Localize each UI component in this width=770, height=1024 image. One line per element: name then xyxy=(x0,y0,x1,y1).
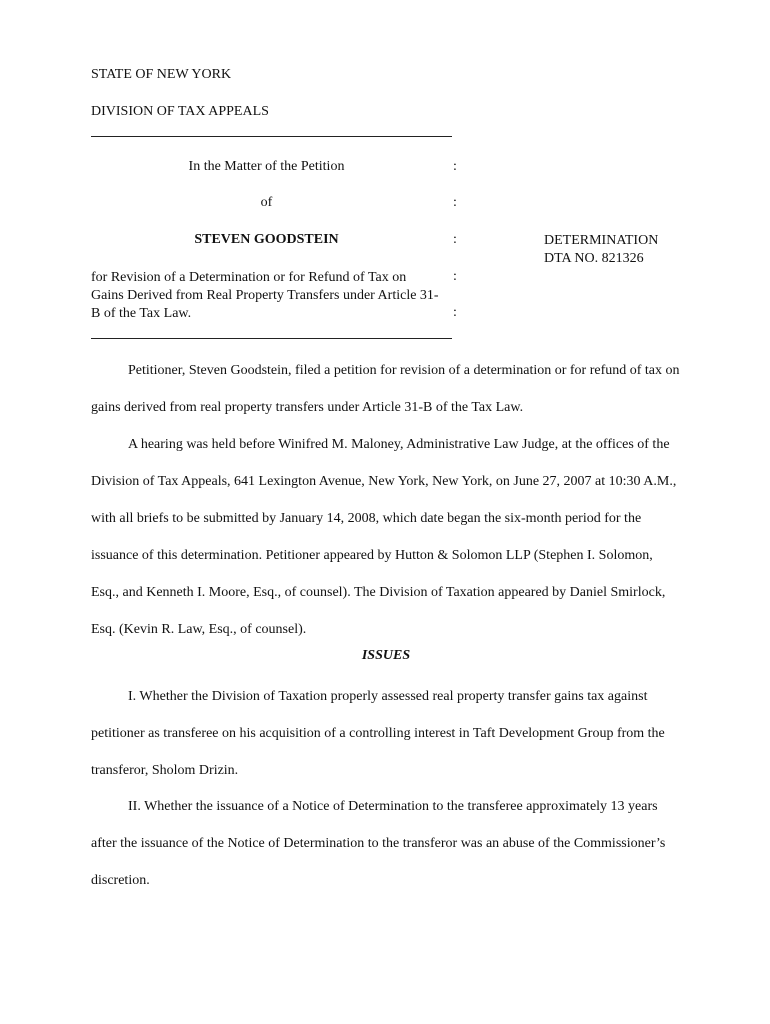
caption-top-rule xyxy=(91,136,452,137)
determination-block xyxy=(544,232,658,268)
issue-two: II. Whether the issuance of a Notice of Determination to the transferee approximately 13 years after the issuance of the Notice of Determination to the transferor was an abuse of the Commissioner’s discretion. xyxy=(91,799,666,888)
state-heading: STATE OF NEW YORK xyxy=(91,67,232,82)
caption-colon: : xyxy=(453,159,457,174)
division-heading: DIVISION OF TAX APPEALS xyxy=(91,104,269,119)
caption-colon: : xyxy=(453,232,457,247)
issues-heading: ISSUES xyxy=(361,648,411,663)
caption-revision-text: for Revision of a Determination or for Refund of Tax on Gains Derived from Real Property Transfers under Article 31-B of the Tax Law. xyxy=(91,270,439,321)
caption-matter-line: In the Matter of the Petition xyxy=(188,159,345,174)
caption-colon: : xyxy=(453,305,457,320)
caption-of-line: of xyxy=(260,195,273,210)
dta-number: DTA NO. 821326 xyxy=(544,251,644,266)
determination-label: DETERMINATION xyxy=(544,233,659,248)
issue-one: I. Whether the Division of Taxation properly assessed real property transfer gains tax against petitioner as transferee on his acquisition of a controlling interest in Taft Development Group from the transferor, Sholom Drizin. xyxy=(91,689,665,778)
paragraph-hearing: A hearing was held before Winifred M. Maloney, Administrative Law Judge, at the offices of the Division of Tax Appeals, 641 Lexington Avenue, New York, New York, on June 27, 2007 at 10:30 A.M., with all briefs to be submitted by January 14, 2008, which date began the six-month period for the issuance of this determination. Petitioner appeared by Hutton & Solomon LLP (Stephen I. Solomon, Esq., and Kenneth I. Moore, Esq., of counsel). The Division of Taxation appeared by Daniel Smirlock, Esq. (Kevin R. Law, Esq., of counsel). xyxy=(91,437,677,637)
caption-colon: : xyxy=(453,269,457,284)
caption-bottom-rule xyxy=(91,338,452,339)
petitioner-name: STEVEN GOODSTEIN xyxy=(194,232,339,247)
paragraph-petition: Petitioner, Steven Goodstein, filed a petition for revision of a determination or for refund of tax on gains derived from real property transfers under Article 31-B of the Tax Law. xyxy=(91,363,680,415)
caption-colon: : xyxy=(453,195,457,210)
